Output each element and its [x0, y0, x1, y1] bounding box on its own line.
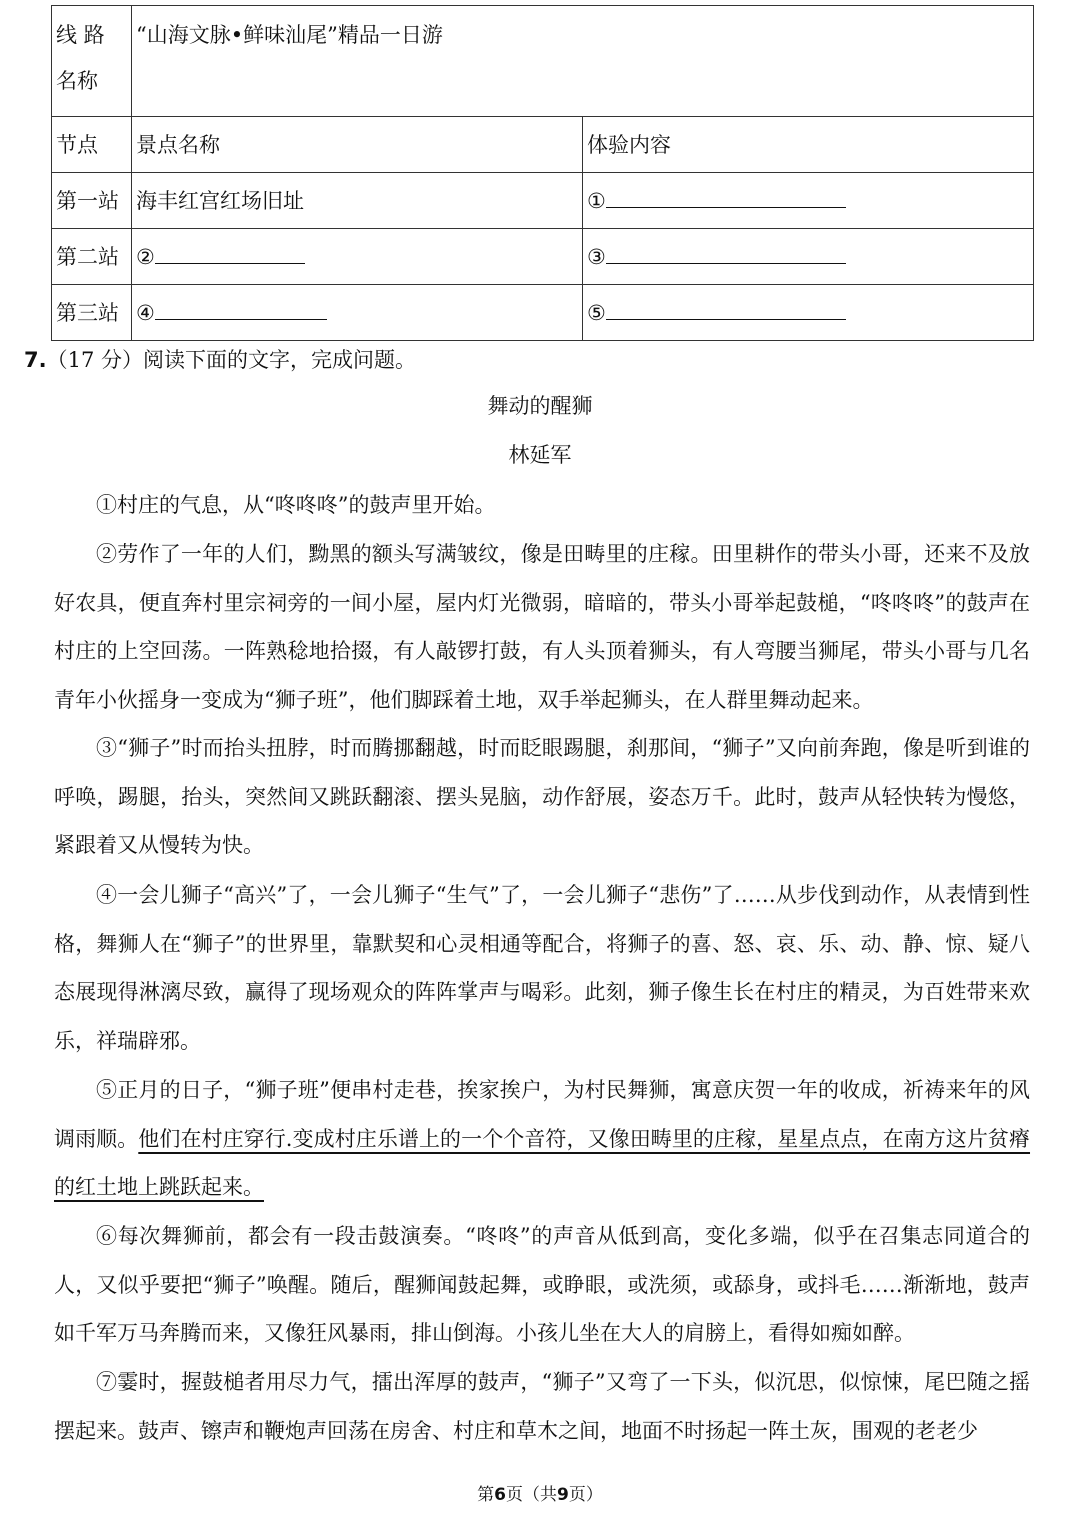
blank-marker: ④ [136, 300, 155, 325]
table-row [52, 173, 1034, 229]
spot-cell [132, 285, 583, 341]
footer-total-pages: 9 [557, 1485, 569, 1505]
answer-blank-2[interactable] [155, 241, 305, 264]
table-header-row [52, 117, 1034, 173]
route-table [51, 5, 1034, 341]
question-text: （17 分）阅读下面的文字，完成问题。 [46, 348, 416, 372]
blank-marker: ⑤ [587, 300, 606, 325]
footer-page-number: 6 [494, 1485, 506, 1505]
question-number: 7. [24, 348, 47, 372]
footer-suffix: 页） [568, 1485, 603, 1505]
table-row [52, 229, 1034, 285]
answer-blank-3[interactable] [606, 241, 846, 264]
blank-marker: ① [587, 188, 606, 213]
header-node: 节点 [52, 117, 132, 173]
header-experience: 体验内容 [583, 117, 1034, 173]
article-author: 林延军 [508, 443, 572, 467]
route-name-cell: “山海文脉•鲜味汕尾”精品一日游 [132, 6, 1034, 117]
page-footer [0, 1480, 1080, 1505]
paragraph-1: ①村庄的气息，从“咚咚咚”的鼓声里开始。 [96, 493, 496, 517]
answer-blank-4[interactable] [155, 297, 327, 320]
blank-marker: ③ [587, 244, 606, 269]
footer-prefix: 第 [477, 1485, 495, 1505]
paragraph-5 [54, 1066, 1030, 1212]
node-cell: 第一站 [52, 173, 132, 229]
paragraph-6: ⑥每次舞狮前，都会有一段击鼓演奏。“咚咚”的声音从低到高，变化多端，似乎在召集志同道合的人，又似乎要把“狮子”唤醒。随后，醒狮闻鼓起舞，或睁眼，或洗须，或舔身，或抖毛……渐渐地，鼓声如千军万马奔腾而来，又像狂风暴雨，排山倒海。小孩儿坐在大人的肩膀上，看得如痴如醉。 [54, 1224, 1030, 1346]
table-row [52, 285, 1034, 341]
paragraph-3: ③“狮子”时而抬头扭脖，时而腾挪翻越，时而眨眼踢腿，刹那间，“狮子”又向前奔跑，像是听到谁的呼唤，踢腿，抬头，突然间又跳跃翻滚、摆头晃脑，动作舒展，姿态万千。此时，鼓声从轻快转为慢悠，紧跟着又从慢转为快。 [54, 736, 1030, 858]
experience-cell [583, 285, 1034, 341]
answer-blank-1[interactable] [606, 185, 846, 208]
node-cell: 第三站 [52, 285, 132, 341]
node-cell: 第二站 [52, 229, 132, 285]
footer-middle: 页（共 [506, 1485, 557, 1505]
paragraph-2: ②劳作了一年的人们，黝黑的额头写满皱纹，像是田畴里的庄稼。田里耕作的带头小哥，还来不及放好农具，便直奔村里宗祠旁的一间小屋，屋内灯光微弱，暗暗的，带头小哥举起鼓槌，“咚咚咚”的鼓声在村庄的上空回荡。一阵熟稔地拾掇，有人敲锣打鼓，有人头顶着狮头，有人弯腰当狮尾，带头小哥与几名青年小伙摇身一变成为“狮子班”，他们脚踩着土地，双手举起狮头，在人群里舞动起来。 [54, 542, 1030, 713]
spot-cell [132, 229, 583, 285]
question-heading [24, 340, 416, 380]
paragraph-7: ⑦霎时，握鼓槌者用尽力气，擂出浑厚的鼓声，“狮子”又弯了一下头，似沉思，似惊悚，尾巴随之摇摆起来。鼓声、镲声和鞭炮声回荡在房舍、村庄和草木之间，地面不时扬起一阵土灰，围观的老老少 [54, 1370, 1030, 1443]
article-title: 舞动的醒狮 [487, 394, 593, 418]
paragraph-4: ④一会儿狮子“高兴”了，一会儿狮子“生气”了，一会儿狮子“悲伤”了……从步伐到动作，从表情到性格，舞狮人在“狮子”的世界里，靠默契和心灵相通等配合，将狮子的喜、怒、哀、乐、动、静、惊、疑八态展现得淋漓尽致，赢得了现场观众的阵阵掌声与喝彩。此刻，狮子像生长在村庄的精灵，为百姓带来欢乐，祥瑞辟邪。 [54, 883, 1030, 1054]
underlined-sentence: 他们在村庄穿行.变成村庄乐谱上的一个个音符，又像田畴里的庄稼，星星点点，在南方这片贫瘠的红土地上跳跃起来。 [54, 1126, 1031, 1200]
paragraph-5-text: ⑤正月的日子，“狮子班”便串村走巷，挨家挨户，为村民舞狮，寓意庆贺一年的收成，祈祷来年的风调雨顺。 [54, 1078, 1030, 1151]
experience-cell [583, 229, 1034, 285]
spot-cell: 海丰红宫红场旧址 [132, 173, 583, 229]
experience-cell [583, 173, 1034, 229]
header-spot: 景点名称 [132, 117, 583, 173]
blank-marker: ② [136, 244, 155, 269]
answer-blank-5[interactable] [606, 297, 846, 320]
route-name-row [52, 6, 1034, 117]
route-label-cell: 线 路 名称 [52, 6, 132, 117]
